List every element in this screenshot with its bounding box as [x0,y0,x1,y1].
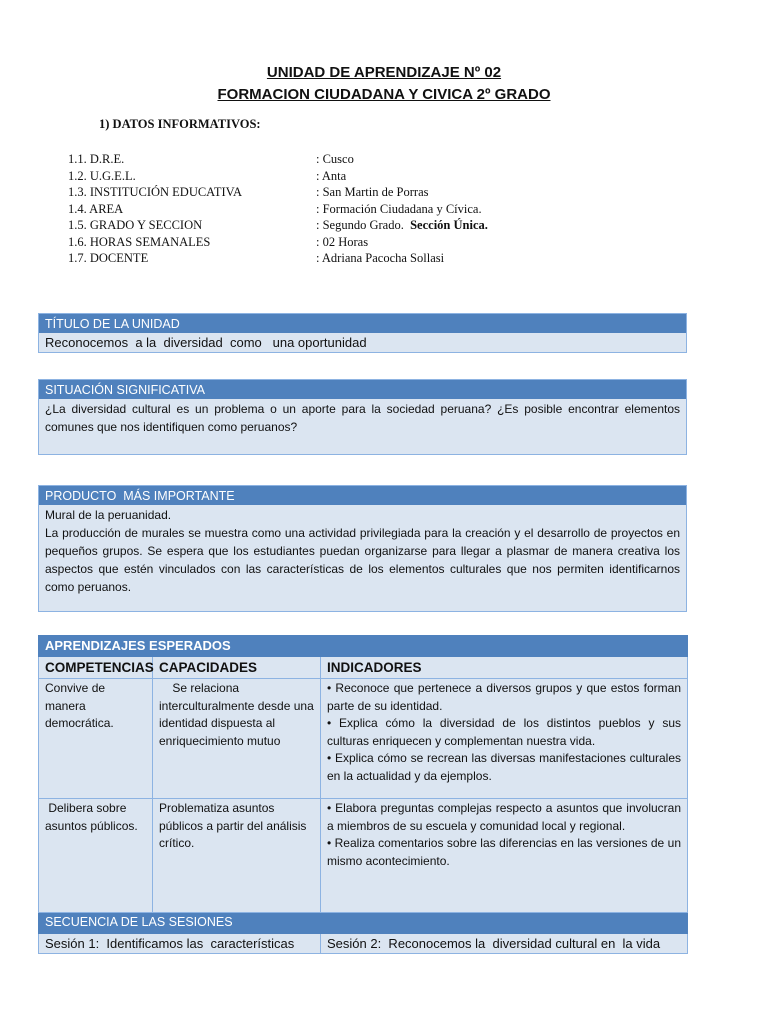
col-capacidades: CAPACIDADES [153,656,321,679]
titulo-unidad-header: TÍTULO DE LA UNIDAD [39,314,686,333]
producto-header: PRODUCTO MÁS IMPORTANTE [39,486,686,505]
situacion-header: SITUACIÓN SIGNIFICATIVA [39,380,686,399]
competencia-cell: Convive de manera democrática. [39,679,153,799]
info-label: 1.7. DOCENTE [68,251,149,265]
indicador-item: • Explica cómo se recrean las diversas manifestaciones culturales en la actualidad y da ejemplos. [327,751,681,783]
document-title-line1: UNIDAD DE APRENDIZAJE Nº 02 [266,64,502,81]
info-row-ugel [68,169,668,186]
info-row-horas [68,235,668,252]
situacion-significativa-box [38,379,687,455]
info-value: : 02 Horas [316,234,369,249]
table-row [39,799,688,913]
info-label: 1.3. INSTITUCIÓN EDUCATIVA [68,185,243,199]
info-row-dre [68,152,668,169]
info-value: : San Martin de Porras [316,185,429,199]
situacion-text: ¿La diversidad cultural es un problema o un aporte para la sociedad peruana? ¿Es posible encontrar elementos comunes que nos identifiquen como peruanos? [45,402,680,434]
secuencia-header: SECUENCIA DE LAS SESIONES [39,913,688,934]
document-title-line2: FORMACION CIUDADANA Y CIVICA 2º GRADO [217,86,551,103]
info-label: 1.5. GRADO Y SECCION [68,218,203,232]
info-row-docente [68,251,668,268]
sesion-1: Sesión 1: Identificamos las características [39,933,321,954]
competencia-cell: Delibera sobre asuntos públicos. [39,799,153,913]
info-value: : Formación Ciudadana y Cívica. [316,201,482,216]
indicador-item: • Realiza comentarios sobre las diferencias en las versiones de un mismo acontecimiento. [327,836,681,868]
capacidad-cell: Problematiza asuntos públicos a partir del análisis crítico. [153,799,321,913]
info-label: 1.1. D.R.E. [68,152,125,166]
indicadores-cell [321,679,688,799]
sesion-2: Sesión 2: Reconocemos la diversidad cultural en la vida [321,933,688,954]
info-label: 1.6. HORAS SEMANALES [68,234,211,249]
info-value: : Cusco [316,152,354,166]
info-row-grado [68,218,668,235]
aprendizajes-header: APRENDIZAJES ESPERADOS [39,636,688,657]
indicador-item: • Elabora preguntas complejas respecto a asuntos que involucran a miembros de su escuela y comunidad local y regional. [327,801,681,833]
titulo-unidad-box [38,313,687,353]
producto-title: Mural de la peruanidad. [45,508,172,522]
table-row [39,933,688,954]
info-row-institucion [68,185,668,202]
indicador-item: • Explica cómo la diversidad de los distintos pueblos y sus culturas enriquecen y complementan nuestra vida. [327,716,681,748]
indicador-item: • Reconoce que pertenece a diversos grupos y que estos forman parte de su identidad. [327,681,681,713]
indicadores-cell [321,799,688,913]
datos-informativos-list [68,152,668,268]
col-indicadores: INDICADORES [321,656,688,679]
titulo-unidad-text: Reconocemos a la diversidad como una oportunidad [45,335,367,350]
info-value: : Adriana Pacocha Sollasi [316,251,445,265]
info-label: 1.4. AREA [68,201,124,216]
producto-box [38,485,687,612]
producto-text: La producción de murales se muestra como una actividad privilegiada para la creación y el desarrollo de proyectos en pequeños grupos. Se espera que los estudiantes puedan organizarse para llegar a plasmar de manera creativa los aspectos que estén vinculados con las características de los elementos culturales que nos permiten identificarnos como peruanos. [45,526,680,594]
table-row [39,679,688,799]
info-row-area [68,202,668,219]
section-heading-datos: 1) DATOS INFORMATIVOS: [99,117,261,131]
col-competencias: COMPETENCIAS [39,656,153,679]
capacidad-cell: Se relaciona interculturalmente desde una identidad dispuesta al enriquecimiento mutuo [153,679,321,799]
producto-body [39,505,686,597]
info-label: 1.2. U.G.E.L. [68,168,136,183]
info-value: : Anta [316,168,347,183]
aprendizajes-table [38,635,688,954]
info-value: : Segundo Grado. Sección Única. [316,218,488,232]
